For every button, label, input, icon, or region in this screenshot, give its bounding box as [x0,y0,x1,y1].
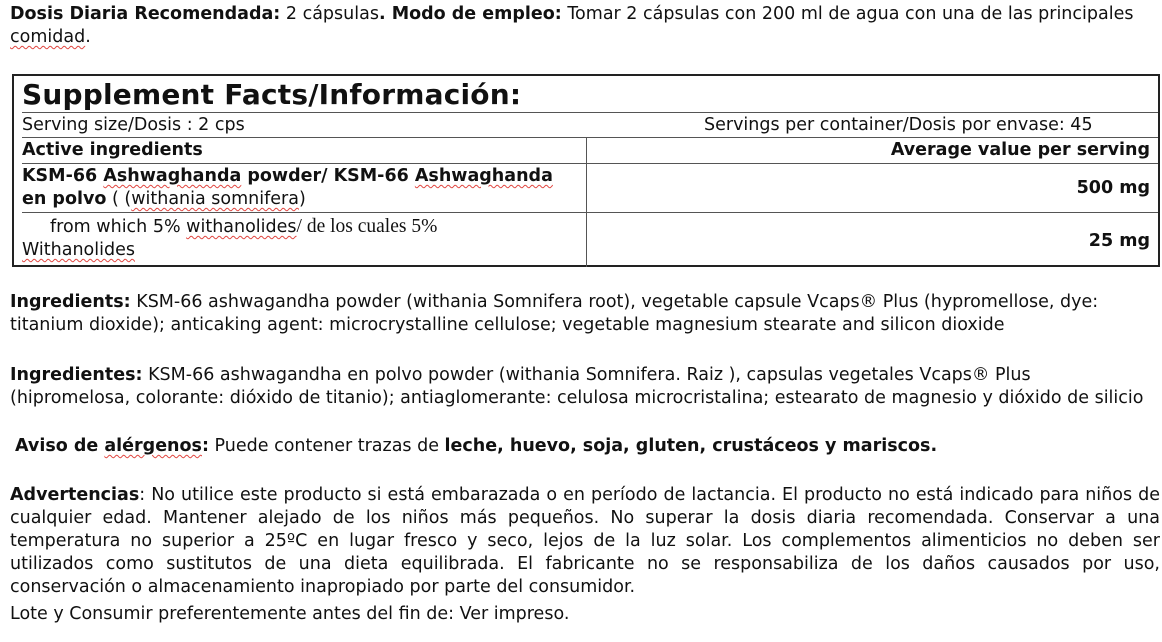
allergens-text: Puede contener trazas de [208,436,445,456]
warnings-paragraph [10,484,1160,599]
allergens-label-part: : [201,436,209,456]
mode-end: . [85,27,91,47]
allergens-list: leche, huevo, soja, gluten, crustáceos y mariscos. [444,436,938,456]
ingredients-en-text: KSM-66 ashwagandha powder (withania Somnifera root), vegetable capsule Vcaps® Plus (hypromellose, dye: titanium dioxide); anticaking agent: microcrystalline cellulose; vegetable magnesium stearate and silicon dioxide [10,292,1099,335]
dosage-value: 2 cápsulas [280,4,379,24]
row2-value: 25 mg [1088,231,1150,251]
row1-ingredient [22,165,582,211]
warnings-label: Advertencias [10,485,140,505]
col-active-header: Active ingredients [22,140,203,160]
divider [22,212,1158,213]
lot-line: Lote y Consumir preferentemente antes del fin de: Ver impreso. [10,604,570,624]
row1-name-part: ) [298,189,306,209]
mode-label: . Modo de empleo: [378,4,562,24]
row1-name-part: Ashwaghanda [414,166,553,186]
allergens-paragraph [15,435,1160,458]
column-divider [586,137,587,267]
serving-size: Serving size/Dosis : 2 cps [22,115,245,135]
row1-name-part: Ashwaghanda [103,166,242,186]
warnings-text: : No utilice este producto si está embarazada o en período de lactancia. El producto no está indicado para niños de cualquier edad. Mantener alejado de los niños más pequeños. No superar la dosis diaria recomendada. Conservar a una temperatura no superior a 25ºC en lugar fresco y seco, lejos de la luz solar. Los complementos alimenticios no deben ser utilizados como sustitutos de una dieta equilibrada. El fabricante no se responsabiliza de los daños causados por uso, conservación o almacenamiento inapropiado por parte del consumidor. [10,485,1160,597]
ingredients-es-text: KSM-66 ashwagandha en polvo powder (withania Somnifera. Raiz ), capsulas vegetales Vcaps® Plus (hipromelosa, colorante: dióxido de titanio); antiaglomerante: celulosa microcristalina; estearato de magnesio y dióxido de silicio [10,365,1144,408]
ingredients-en-label: Ingredients: [10,292,131,312]
dosage-paragraph [10,3,1155,49]
row1-name-part: KSM-66 [22,166,104,186]
row1-name-part: en polvo [22,189,107,209]
row1-name-part: powder/ KSM-66 [241,166,415,186]
row2-name-part: Withanolides [22,240,135,260]
row1-value: 500 mg [1076,178,1150,198]
col-average-header: Average value per serving [890,140,1150,160]
allergens-label-part: Aviso de [15,436,105,456]
allergens-label [15,436,209,456]
ingredients-es-label: Ingredientes: [10,365,143,385]
ingredients-en [10,291,1155,337]
divider [22,137,1158,138]
mode-text: Tomar 2 cápsulas con 200 ml de agua con una de las principales [561,4,1134,24]
row1-name-part: withania somnifera [131,189,299,209]
allergens-label-part: alérgenos [104,436,202,456]
row2-name-part: from which 5% [50,217,187,237]
mode-last-word: comidad [10,27,86,47]
servings-per-container: Servings per container/Dosis por envase: 45 [704,115,1093,135]
row2-name-part: / de los cuales 5% [296,216,438,237]
supplement-facts-table [12,74,1160,267]
row2-ingredient [22,215,582,262]
row2-name-part: withanolides [186,217,297,237]
divider [22,163,1158,164]
ingredients-es [10,364,1155,410]
row1-name-part: ( ( [106,189,132,209]
divider [22,112,1158,113]
facts-title: Supplement Facts/Información: [22,78,522,111]
dosage-label: Dosis Diaria Recomendada: [10,4,281,24]
